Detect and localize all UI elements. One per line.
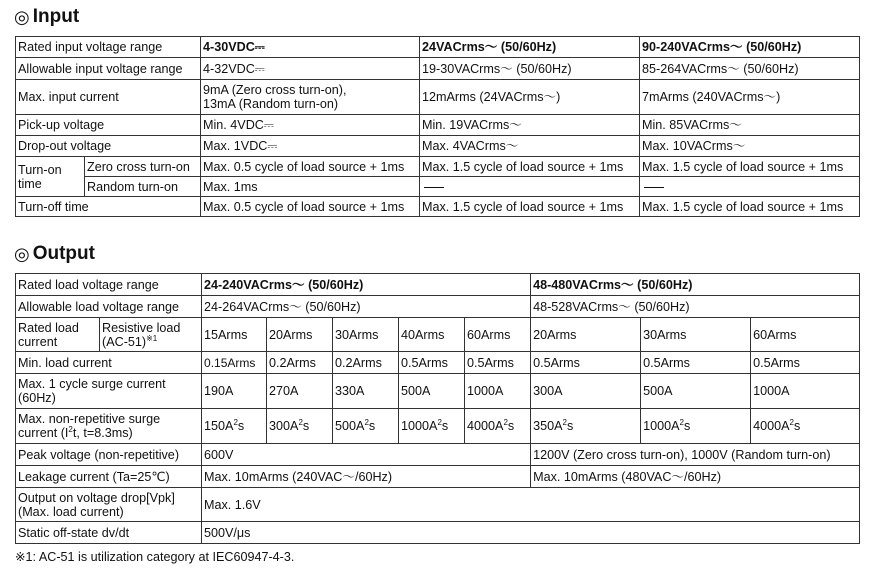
cell: 300A (531, 374, 641, 409)
cell: 7mArms (240VACrms～) (640, 80, 860, 115)
table-row (16, 466, 860, 488)
cell: 90-240VACrms～ (50/60Hz) (640, 37, 860, 58)
superscript: 2 (437, 417, 442, 427)
sub-label: Random turn-on (85, 177, 201, 197)
cell: Max. 4VACrms～ (420, 136, 640, 157)
label-text: t, t=8.3ms) (72, 426, 133, 440)
cell-unit: s (507, 419, 515, 433)
row-label: Rated input voltage range (16, 37, 201, 58)
double-circle-icon: ◎ (14, 6, 30, 27)
table-row (16, 157, 860, 177)
cell: Min. 19VACrms～ (420, 115, 640, 136)
row-label: Drop-out voltage (16, 136, 201, 157)
cell (641, 409, 751, 444)
superscript: 2 (679, 417, 684, 427)
cell: 1200V (Zero cross turn-on), 1000V (Random turn-on) (531, 444, 860, 466)
cell (531, 409, 641, 444)
cell (465, 409, 531, 444)
input-section-title (14, 6, 79, 28)
cell: 24-240VACrms～ (50/60Hz) (202, 274, 531, 296)
cell: Max. 1ms (201, 177, 420, 197)
table-row (16, 136, 860, 157)
label-line: (60Hz) (18, 391, 56, 405)
cell-unit: s (793, 419, 801, 433)
output-section-title (14, 243, 95, 265)
cell: 600V (202, 444, 531, 466)
cell-unit: s (683, 419, 691, 433)
output-spec-table (15, 273, 860, 544)
cell: 40Arms (399, 318, 465, 352)
row-label: Max. input current (16, 80, 201, 115)
cell: 190A (202, 374, 267, 409)
cell: 270A (267, 374, 333, 409)
label-text: current (I (18, 426, 69, 440)
row-label: Leakage current (Ta=25℃) (16, 466, 202, 488)
label-line: Turn-on (18, 162, 62, 177)
row-label (16, 374, 202, 409)
cell: 0.5Arms (399, 352, 465, 374)
sub-label: Zero cross turn-on (85, 157, 201, 177)
cell-unit: s (237, 419, 245, 433)
label-line: Max. non-repetitive surge (18, 412, 161, 426)
table-row (16, 177, 860, 197)
sub-label (100, 318, 202, 352)
input-title-text: Input (32, 6, 80, 27)
input-spec-table (15, 36, 860, 217)
cell: 20Arms (267, 318, 333, 352)
cell-unit: s (368, 419, 376, 433)
cell: 4-32VDC⎓ (201, 58, 420, 80)
cell: Max. 10mArms (480VAC～/60Hz) (531, 466, 860, 488)
cell: Max. 1.5 cycle of load source + 1ms (640, 157, 860, 177)
row-label (16, 409, 202, 444)
cell: 0.5Arms (641, 352, 751, 374)
cell: 0.5Arms (751, 352, 860, 374)
cell-line: 13mA (Random turn-on) (203, 97, 339, 111)
cell: 0.5Arms (465, 352, 531, 374)
cell: 500A (641, 374, 751, 409)
cell-value: 150A (204, 419, 234, 433)
cell-unit: s (441, 419, 449, 433)
table-row (16, 296, 860, 318)
cell-value: 1000A (401, 419, 438, 433)
output-title-text: Output (32, 243, 95, 264)
label-text: (AC-51) (102, 334, 147, 349)
superscript: 2 (789, 417, 794, 427)
table-row (16, 80, 860, 115)
cell-line: 9mA (Zero cross turn-on), (203, 83, 347, 97)
cell (640, 177, 860, 197)
superscript: 2 (298, 417, 303, 427)
cell: 500V/μs (202, 522, 860, 544)
cell: 15Arms (202, 318, 267, 352)
footnote: ※1: AC-51 is utilization category at IEC60947-4-3. (15, 550, 295, 564)
cell: Min. 4VDC⎓ (201, 115, 420, 136)
cell: Min. 85VACrms～ (640, 115, 860, 136)
cell: Max. 0.5 cycle of load source + 1ms (201, 157, 420, 177)
cell-unit: s (302, 419, 310, 433)
table-row (16, 352, 860, 374)
cell: Max. 10mArms (240VAC～/60Hz) (202, 466, 531, 488)
table-row (16, 374, 860, 409)
cell: 1000A (465, 374, 531, 409)
superscript: 2 (233, 417, 238, 427)
cell (202, 409, 267, 444)
label-line (18, 426, 199, 440)
cell (751, 409, 860, 444)
cell: Max. 1.5 cycle of load source + 1ms (640, 197, 860, 217)
row-label: Static off-state dv/dt (16, 522, 202, 544)
cell: 0.2Arms (333, 352, 399, 374)
label-line: Output on voltage drop[Vpk] (18, 490, 175, 505)
row-label (16, 318, 100, 352)
cell: 500A (399, 374, 465, 409)
cell: 0.15Arms (202, 352, 267, 374)
cell: 4-30VDC⎓ (201, 37, 420, 58)
cell: Max. 1.5 cycle of load source + 1ms (420, 197, 640, 217)
cell-value: 350A (533, 419, 563, 433)
table-row (16, 58, 860, 80)
table-row (16, 409, 860, 444)
cell: 30Arms (641, 318, 751, 352)
cell (420, 177, 640, 197)
row-label: Pick-up voltage (16, 115, 201, 136)
label-line: (Max. load current) (18, 504, 124, 519)
superscript: 2 (562, 417, 567, 427)
table-row (16, 318, 860, 352)
cell: 30Arms (333, 318, 399, 352)
cell (399, 409, 465, 444)
double-circle-icon: ◎ (14, 243, 30, 264)
row-label: Rated load voltage range (16, 274, 202, 296)
cell-unit: s (566, 419, 574, 433)
superscript: 2 (364, 417, 369, 427)
label-line: current (18, 334, 58, 349)
row-label: Allowable load voltage range (16, 296, 202, 318)
superscript: 2 (503, 417, 508, 427)
row-label (16, 488, 202, 522)
footnote-ref: ※1 (146, 333, 158, 343)
table-row (16, 37, 860, 58)
cell-value: 500A (335, 419, 365, 433)
superscript: 2 (68, 424, 73, 434)
row-label: Min. load current (16, 352, 202, 374)
table-row (16, 115, 860, 136)
table-row (16, 444, 860, 466)
cell-value: 4000A (467, 419, 504, 433)
row-label: Peak voltage (non-repetitive) (16, 444, 202, 466)
label-line (102, 335, 199, 349)
cell: 19-30VACrms～ (50/60Hz) (420, 58, 640, 80)
cell (267, 409, 333, 444)
table-row (16, 274, 860, 296)
cell (201, 80, 420, 115)
cell: Max. 10VACrms～ (640, 136, 860, 157)
cell-value: 1000A (643, 419, 680, 433)
label-line: Resistive load (102, 320, 181, 335)
cell: Max. 1VDC⎓ (201, 136, 420, 157)
cell: 1000A (751, 374, 860, 409)
row-label: Allowable input voltage range (16, 58, 201, 80)
row-label (16, 157, 85, 197)
label-line: time (18, 176, 42, 191)
cell: 12mArms (24VACrms～) (420, 80, 640, 115)
label-line: Rated load (18, 320, 79, 335)
dash-mark (644, 187, 664, 188)
cell: 24VACrms～ (50/60Hz) (420, 37, 640, 58)
cell: 48-528VACrms～ (50/60Hz) (531, 296, 860, 318)
cell (333, 409, 399, 444)
dash-mark (424, 187, 444, 188)
label-line: Max. 1 cycle surge current (18, 377, 166, 391)
table-row (16, 522, 860, 544)
cell: 60Arms (465, 318, 531, 352)
cell: 85-264VACrms～ (50/60Hz) (640, 58, 860, 80)
cell: 0.5Arms (531, 352, 641, 374)
cell: Max. 0.5 cycle of load source + 1ms (201, 197, 420, 217)
cell: 48-480VACrms～ (50/60Hz) (531, 274, 860, 296)
table-row (16, 488, 860, 522)
table-row (16, 197, 860, 217)
cell: Max. 1.5 cycle of load source + 1ms (420, 157, 640, 177)
cell: Max. 1.6V (202, 488, 860, 522)
cell: 24-264VACrms～ (50/60Hz) (202, 296, 531, 318)
row-label: Turn-off time (16, 197, 201, 217)
cell: 20Arms (531, 318, 641, 352)
cell: 330A (333, 374, 399, 409)
cell: 0.2Arms (267, 352, 333, 374)
cell: 60Arms (751, 318, 860, 352)
cell-value: 300A (269, 419, 299, 433)
cell-value: 4000A (753, 419, 790, 433)
